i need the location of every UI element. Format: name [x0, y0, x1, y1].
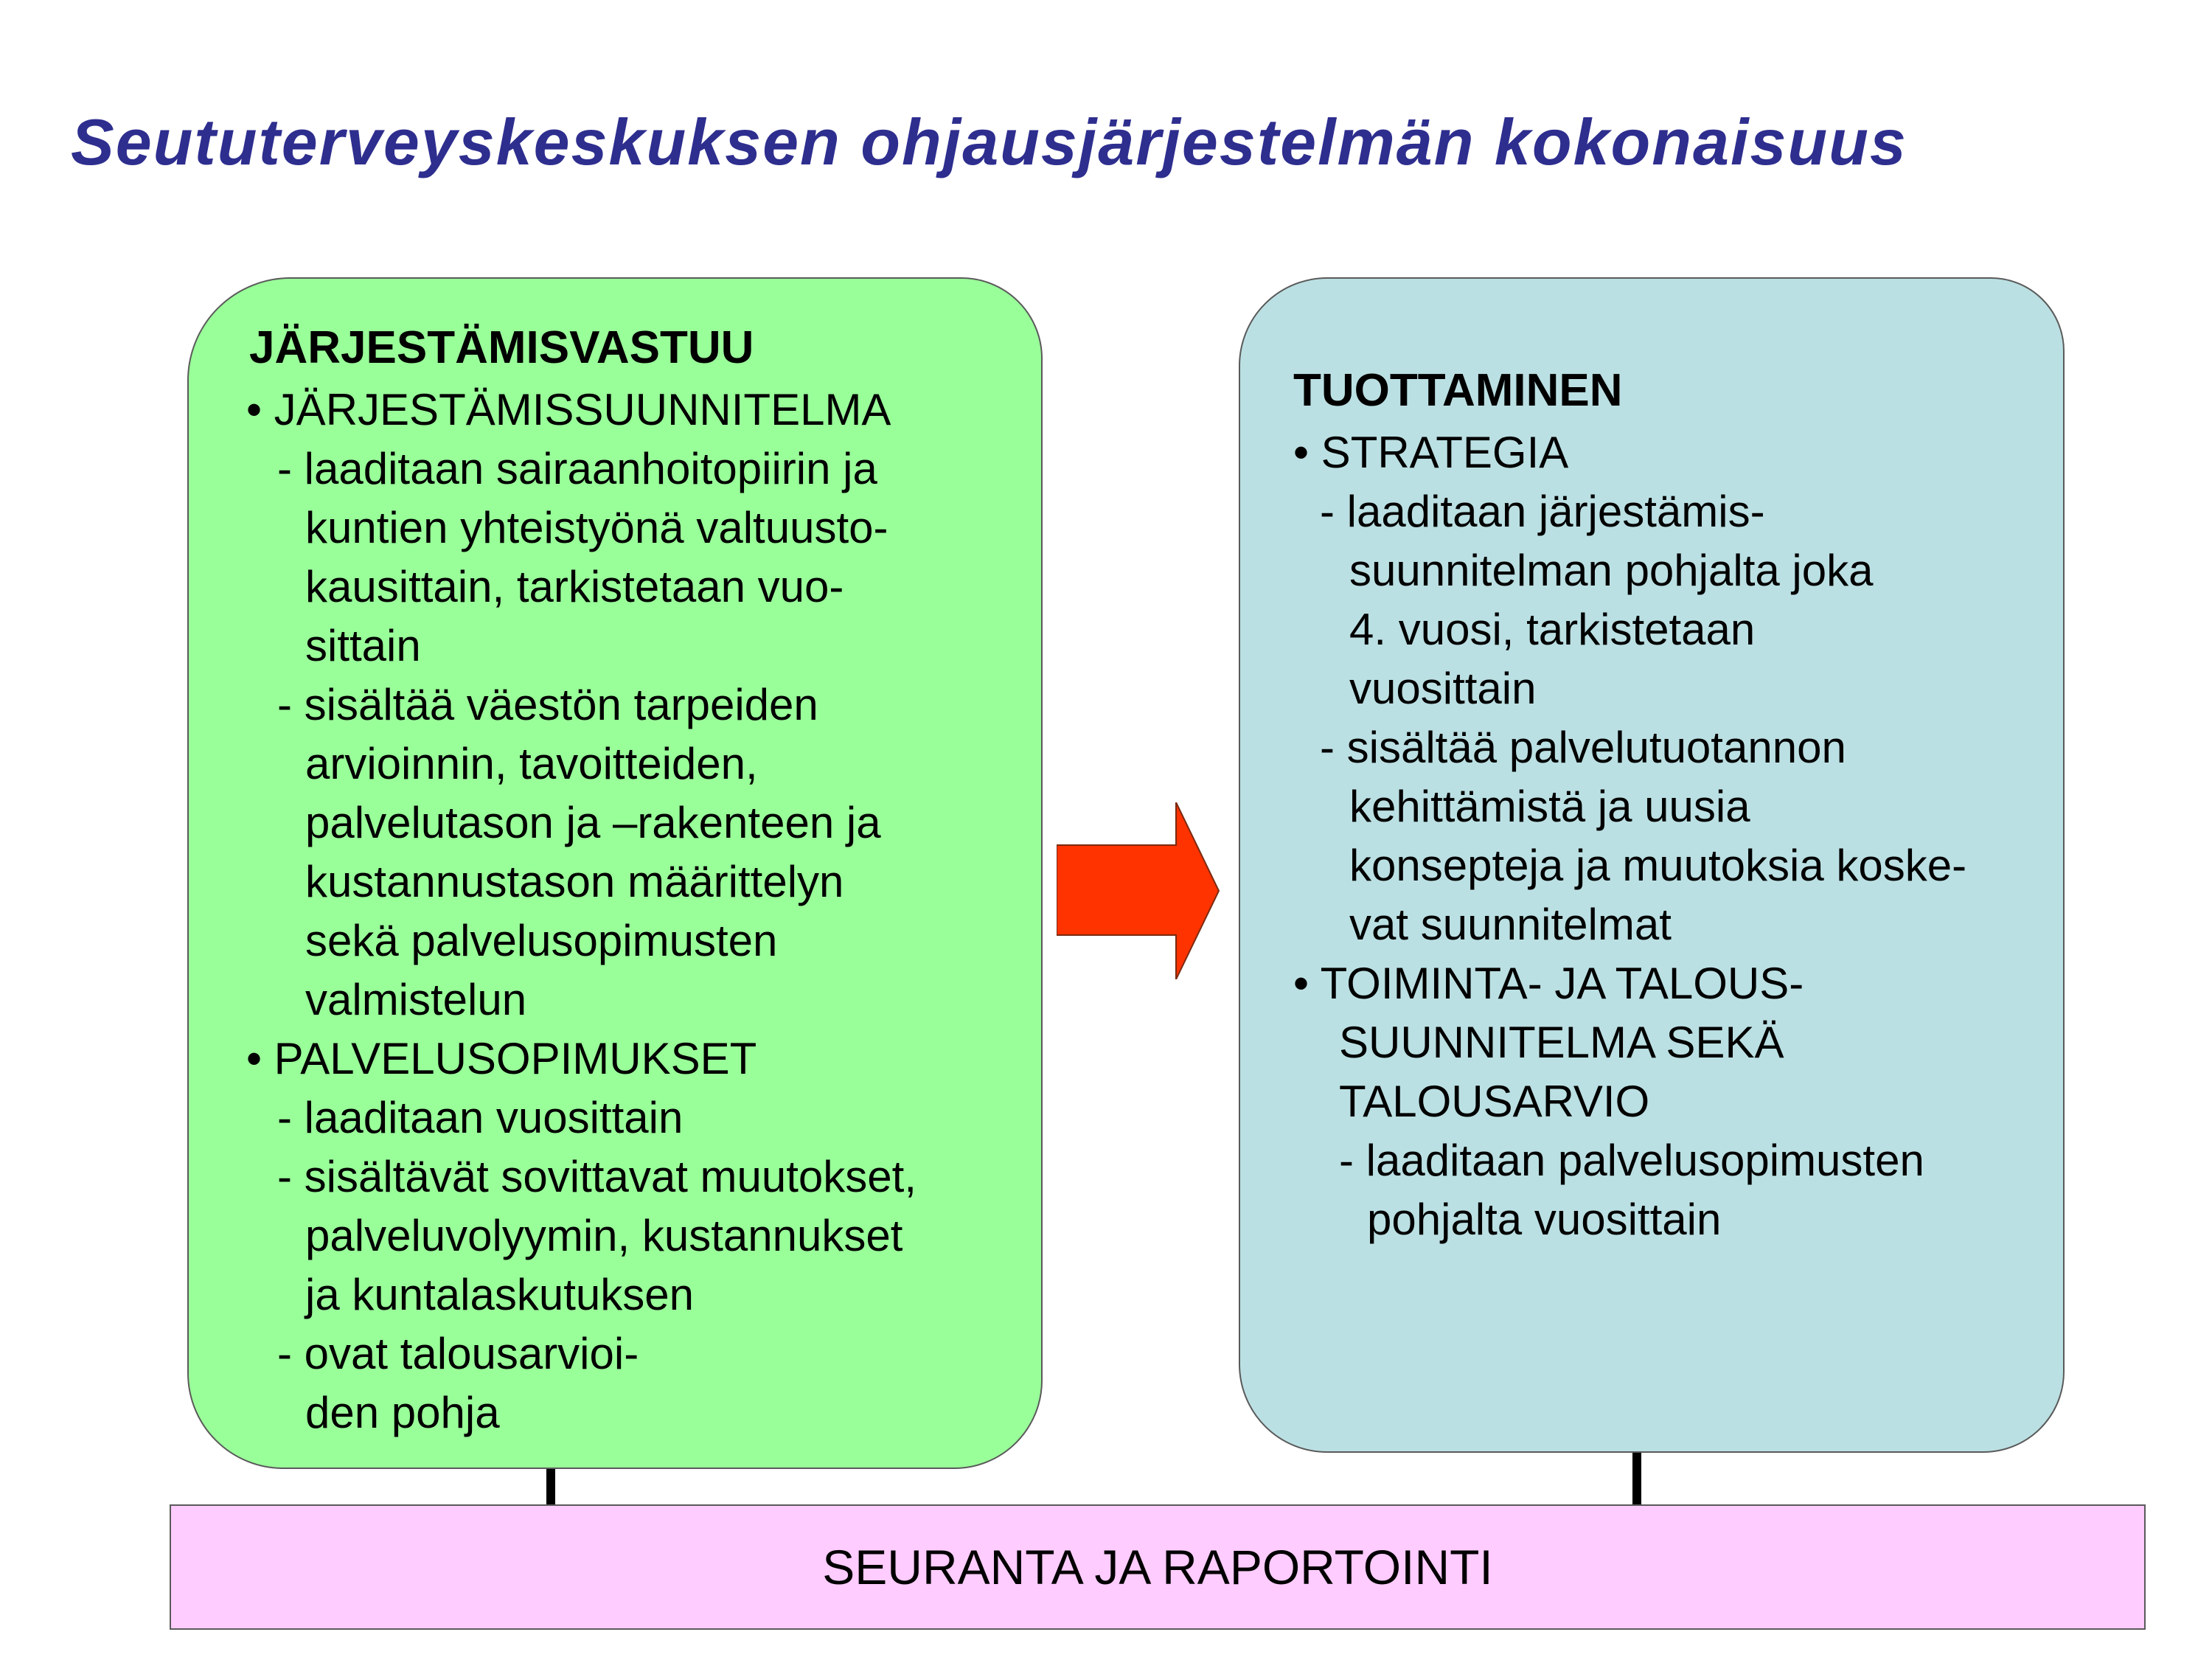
left-line: kustannustason määrittelyn	[305, 857, 844, 906]
left-heading: JÄRJESTÄMISVASTUU	[249, 322, 754, 373]
left-line: sekä palvelusopimusten	[305, 916, 778, 965]
right-line: kehittämistä ja uusia	[1349, 782, 1750, 831]
left-line: palveluvolyymin, kustannukset	[305, 1211, 903, 1260]
left-line: sittain	[305, 621, 421, 670]
right-connector	[1632, 1453, 1641, 1504]
left-line: - laaditaan sairaanhoitopiirin ja	[277, 444, 877, 493]
page-title: Seututerveyskeskuksen ohjausjärjestelmän kokonaisuus	[71, 105, 1907, 178]
left-line: - sisältää väestön tarpeiden	[277, 680, 818, 729]
right-line: vuosittain	[1349, 664, 1537, 713]
footer-label: SEURANTA JA RAPORTOINTI	[822, 1540, 1493, 1594]
left-line: den pohja	[305, 1388, 500, 1437]
left-connector	[546, 1469, 555, 1504]
left-line: ja kuntalaskutuksen	[305, 1270, 694, 1319]
right-line: - laaditaan järjestämis-	[1320, 487, 1765, 536]
right-heading: TUOTTAMINEN	[1293, 365, 1623, 416]
right-line: SUUNNITELMA SEKÄ	[1339, 1018, 1784, 1067]
left-line: kausittain, tarkistetaan vuo-	[305, 562, 844, 611]
right-line: suunnitelman pohjalta joka	[1349, 546, 1874, 595]
organizing-responsibility-box	[187, 277, 1043, 1469]
right-arrow-icon	[1057, 802, 1220, 979]
left-line: • PALVELUSOPIMUKSET	[246, 1034, 757, 1083]
right-line: • TOIMINTA- JA TALOUS-	[1293, 959, 1804, 1008]
right-line: pohjalta vuosittain	[1367, 1195, 1722, 1244]
left-line: valmistelun	[305, 975, 527, 1024]
right-line: - laaditaan palvelusopimusten	[1339, 1136, 1924, 1185]
right-line: 4. vuosi, tarkistetaan	[1349, 605, 1756, 654]
left-line: palvelutason ja –rakenteen ja	[305, 798, 881, 847]
left-line: - sisältävät sovittavat muutokset,	[277, 1152, 917, 1201]
right-line: • STRATEGIA	[1293, 428, 1569, 477]
left-line: - laaditaan vuosittain	[277, 1093, 684, 1142]
production-box	[1239, 277, 2065, 1453]
right-line: vat suunnitelmat	[1349, 900, 1672, 949]
right-line: konsepteja ja muutoksia koske-	[1349, 841, 1967, 890]
right-line: - sisältää palvelutuotannon	[1320, 723, 1846, 772]
monitoring-reporting-box	[170, 1504, 2146, 1630]
left-line: arvioinnin, tavoitteiden,	[305, 739, 758, 788]
right-line: TALOUSARVIO	[1339, 1077, 1650, 1126]
left-line: - ovat talousarvioi-	[277, 1329, 639, 1378]
left-line: kuntien yhteistyönä valtuusto-	[305, 503, 888, 552]
left-line: • JÄRJESTÄMISSUUNNITELMA	[246, 385, 891, 434]
